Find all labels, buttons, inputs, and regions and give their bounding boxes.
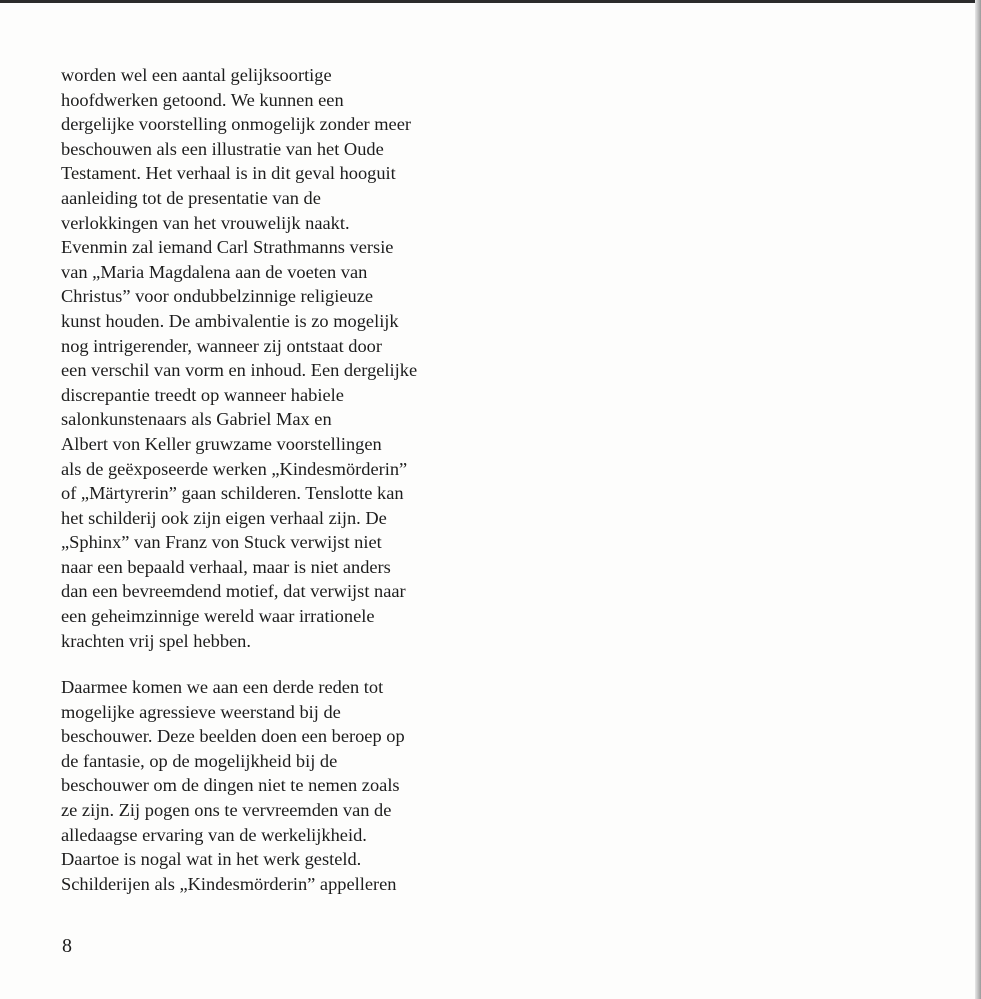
text-line: Daartoe is nogal wat in het werk gesteld.: [61, 849, 362, 870]
text-line: hoofdwerken getoond. We kunnen een: [61, 89, 344, 110]
text-line: beschouwer. Deze beelden doen een beroep op: [61, 726, 405, 747]
page-right-edge: [975, 0, 981, 999]
text-line: de fantasie, op de mogelijkheid bij de: [61, 750, 338, 771]
text-line: „Sphinx” van Franz von Stuck verwijst niet: [61, 532, 382, 553]
text-line: beschouwer om de dingen niet te nemen zoals: [61, 775, 400, 796]
text-line: krachten vrij spel hebben.: [61, 630, 251, 651]
text-line: beschouwen als een illustratie van het Oude: [61, 138, 384, 159]
text-line: aanleiding tot de presentatie van de: [61, 187, 321, 208]
text-line: van „Maria Magdalena aan de voeten van: [61, 261, 368, 282]
text-line: Albert von Keller gruwzame voorstellingen: [61, 433, 382, 454]
text-line: salonkunstenaars als Gabriel Max en: [61, 409, 332, 430]
text-line: naar een bepaald verhaal, maar is niet anders: [61, 556, 391, 577]
text-line: Christus” voor ondubbelzinnige religieuze: [61, 286, 374, 307]
text-line: worden wel een aantal gelijksoortige: [61, 65, 332, 85]
text-line: Evenmin zal iemand Carl Strathmanns versie: [61, 237, 394, 258]
text-line: Testament. Het verhaal is in dit geval hooguit: [61, 163, 396, 184]
text-line: of „Märtyrerin” gaan schilderen. Tenslotte kan: [61, 483, 404, 504]
paragraph-1: [61, 63, 481, 653]
text-line: kunst houden. De ambivalentie is zo mogelijk: [61, 310, 399, 331]
text-line: Daarmee komen we aan een derde reden tot: [61, 677, 384, 697]
text-line: verlokkingen van het vrouwelijk naakt.: [61, 212, 350, 233]
text-line: Schilderijen als „Kindesmörderin” appelleren: [61, 873, 397, 894]
page-top-edge: [0, 0, 981, 3]
page-number: 8: [62, 935, 72, 957]
text-line: ze zijn. Zij pogen ons te vervreemden van de: [61, 799, 392, 820]
text-line: dergelijke voorstelling onmogelijk zonder meer: [61, 114, 412, 135]
text-line: alledaagse ervaring van de werkelijkheid.: [61, 824, 367, 845]
paragraph-2: [61, 675, 481, 896]
text-line: nog intrigerender, wanneer zij ontstaat door: [61, 335, 382, 356]
text-line: dan een bevreemdend motief, dat verwijst naar: [61, 581, 406, 602]
text-line: mogelijke agressieve weerstand bij de: [61, 701, 341, 722]
text-line: het schilderij ook zijn eigen verhaal zijn. De: [61, 507, 387, 528]
text-line: een verschil van vorm en inhoud. Een dergelijke: [61, 360, 418, 381]
text-line: een geheimzinnige wereld waar irrationele: [61, 606, 375, 627]
text-line: als de geëxposeerde werken „Kindesmörderin”: [61, 458, 408, 479]
text-line: discrepantie treedt op wanneer habiele: [61, 384, 344, 405]
